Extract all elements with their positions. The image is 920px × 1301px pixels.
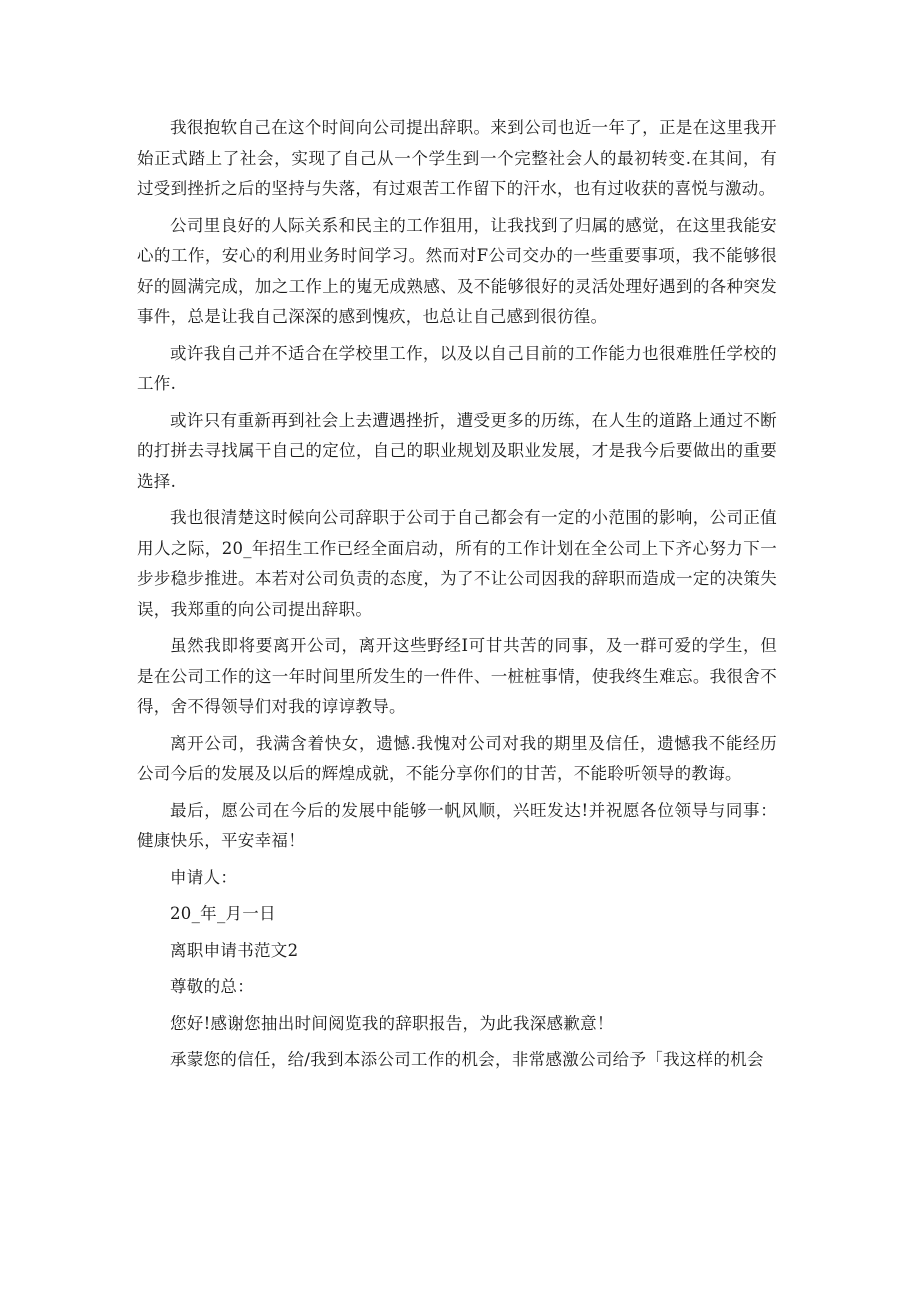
paragraph: 您好!感谢您抽出时间阅览我的辞职报告，为此我深感歉意！ [170,1013,614,1033]
salutation: 尊敬的总： [170,977,254,996]
paragraph: 离开公司，我满含着快女，遗憾.我愧对公司对我的期里及信任，遗憾我不能经历公司今后的发展及以后的辉煌成就，不能分享你们的甘苦，不能聆听领导的教诲。 [137,733,777,783]
paragraph: 承蒙您的信任，给/我到本添公司工作的机会，非常感激公司给予「我这样的机会 [170,1050,764,1069]
applicant-line: 申请人： [170,867,238,887]
paragraph: 或许只有重新再到社会上去遭遇挫折，遭受更多的历练，在人生的道路上通过不断的打拼去寻找属干自己的定位，自己的职业规划及职业发展，才是我今后要做出的重要选择. [137,410,777,491]
section-title: 离职申请书范文2 [170,940,299,960]
document-body [137,113,777,1082]
paragraph: 或许我自己并不适合在学校里工作，以及以自己目前的工作能力也很难胜任学校的工作. [137,343,777,393]
paragraph: 最后，愿公司在今后的发展中能够一帆风顺，兴旺发达!并祝愿各位领导与同事：健康快乐，平安幸福！ [137,800,777,850]
paragraph: 我很抱软自己在这个时间向公司提出辞职。来到公司也近一年了，正是在这里我开始正式踏上了社会，实现了自己从一个学生到一个完整社会人的最初转变.在其间，有过受到挫折之后的坚持与失落，有过艰苦工作留下的汗水，也有过收获的喜悦与激动。 [137,118,777,198]
date-line: 20_年_月一日 [170,904,276,923]
paragraph: 公司里良好的人际关系和民主的工作狙用，让我找到了归属的感觉，在这里我能安心的工作，安心的利用业务时间学习。然而对F公司交办的一些重要事项，我不能够很好的圆满完成，加之工作上的嵬无成熟感、及不能够很好的灵活处理好遇到的各种突发事件，总是让我自己深深的感到愧疚，也总让自己感到很彷徨。 [137,215,777,326]
paragraph: 我也很清楚这时候向公司辞职于公司于自己都会有一定的小范围的影响，公司正值用人之际，20_年招生工作已经全面启动，所有的工作计划在全公司上下齐心努力下一步步稳步推进。本若对公司负责的态度，为了不让公司因我的辞职而造成一定的决策失误，我郑重的向公司提出辞职。 [137,508,777,619]
paragraph: 虽然我即将要离开公司，离开这些野经I可甘共苦的同事，及一群可爱的学生，但是在公司工作的这一年时间里所发生的一件件、一桩桩事情，使我终生难忘。我很舍不得，舍不得领导们对我的谆谆教导。 [137,636,777,716]
